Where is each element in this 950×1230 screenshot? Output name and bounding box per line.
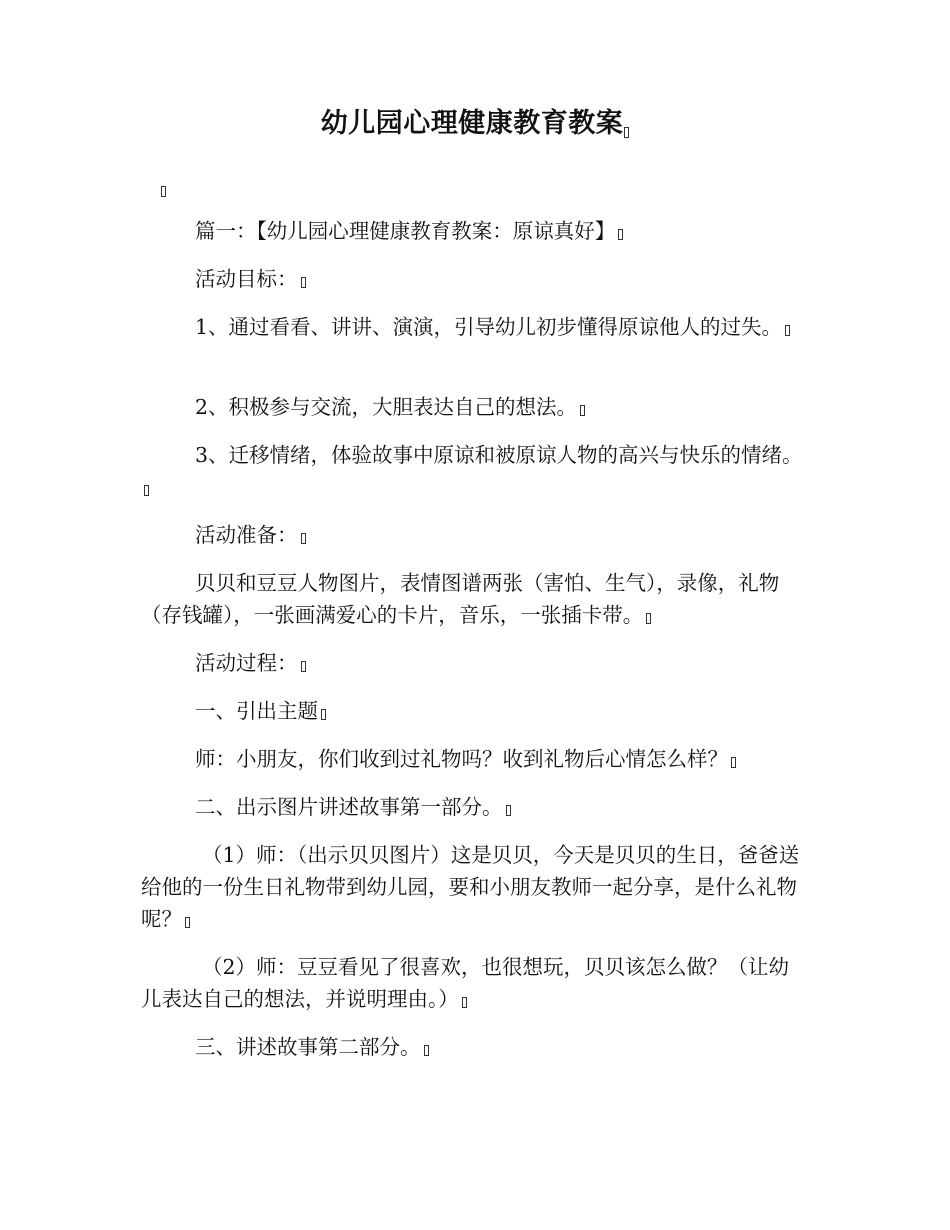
- paragraph-mark-icon: [731, 757, 736, 768]
- paragraph: 2、积极参与交流，大胆表达自己的想法。: [141, 391, 806, 423]
- paragraph-mark-icon: [580, 405, 585, 416]
- paragraph: 二、出示图片讲述故事第一部分。: [141, 791, 806, 823]
- paragraph: 1、通过看看、讲讲、演演，引导幼儿初步懂得原谅他人的过失。: [141, 311, 806, 343]
- paragraph: 活动准备：: [141, 519, 806, 551]
- paragraph-mark-icon: [624, 127, 629, 138]
- paragraph-mark-icon: [618, 229, 623, 240]
- paragraph-mark-icon: [321, 709, 326, 720]
- paragraph-mark-icon: [144, 485, 149, 496]
- paragraph-mark-icon: [462, 997, 467, 1008]
- paragraph-mark-icon: [301, 277, 306, 288]
- section-heading: 篇一：【幼儿园心理健康教育教案：原谅真好】: [141, 215, 806, 247]
- paragraph-mark-icon: [161, 186, 166, 197]
- paragraph-mark-icon: [506, 805, 511, 816]
- paragraph-mark-icon: [185, 917, 190, 928]
- paragraph: 活动目标：: [141, 263, 806, 295]
- paragraph: 一、引出主题: [141, 695, 806, 727]
- paragraph-mark-icon: [424, 1045, 429, 1056]
- paragraph: 贝贝和豆豆人物图片，表情图谱两张（害怕、生气），录像，礼物（存钱罐），一张画满爱心的卡片，音乐，一张插卡带。: [141, 571, 780, 627]
- paragraph: （1）师：（出示贝贝图片）这是贝贝，今天是贝贝的生日，爸爸送给他的一份生日礼物带到幼儿园，要和小朋友教师一起分享，是什么礼物呢？: [141, 843, 800, 931]
- paragraph: 活动过程：: [141, 647, 806, 679]
- paragraph-mark-icon: [646, 613, 651, 624]
- paragraph: （2）师：豆豆看见了很喜欢，也很想玩，贝贝该怎么做？（让幼儿表达自己的想法，并说明理由。）: [141, 955, 790, 1011]
- paragraph: 3、迁移情绪，体验故事中原谅和被原谅人物的高兴与快乐的情绪。: [141, 439, 806, 503]
- title-text: 幼儿园心理健康教育教案: [320, 108, 624, 139]
- paragraph-mark-icon: [785, 325, 790, 336]
- paragraph: 师：小朋友，你们收到过礼物吗？收到礼物后心情怎么样？: [141, 743, 806, 775]
- paragraph: 三、讲述故事第二部分。: [141, 1031, 806, 1063]
- document-title: [0, 104, 950, 144]
- paragraph-mark-icon: [301, 661, 306, 672]
- paragraph-mark-icon: [301, 533, 306, 544]
